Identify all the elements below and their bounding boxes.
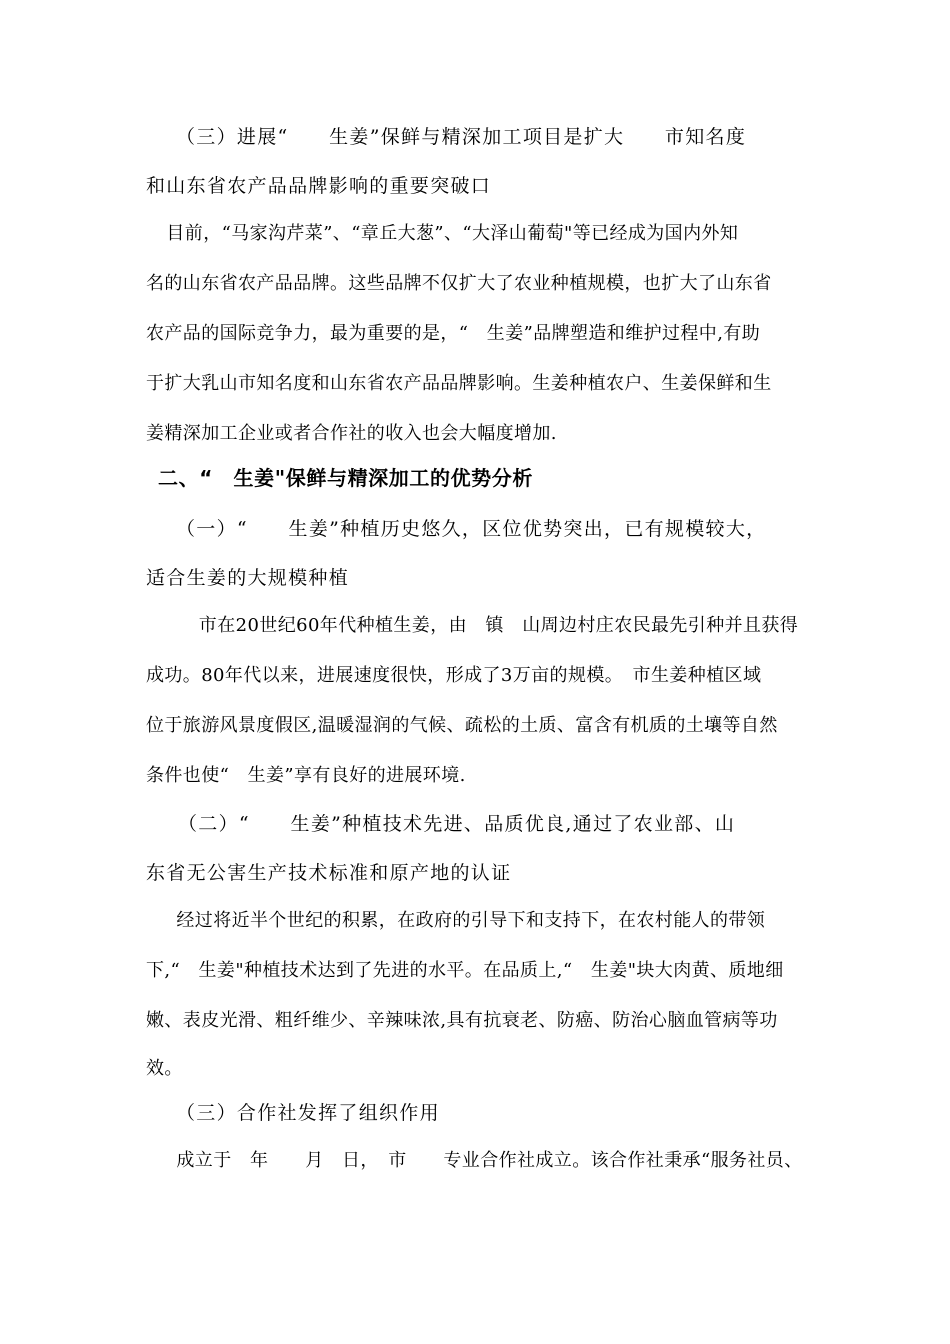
paragraph-1-line-3: 农产品的国际竞争力，最为重要的是，“ 生姜”品牌塑造和维护过程中,有助 xyxy=(146,323,761,344)
paragraph-1-line-1: 目前，“马家沟芹菜”、“章丘大葱”、“大泽山葡萄"等已经成为国内外知 xyxy=(148,223,739,244)
subheading-2-line-2: 东省无公害生产技术标准和原产地的认证 xyxy=(146,862,512,884)
paragraph-2-line-3: 位于旅游风景度假区,温暖湿润的气候、疏松的土质、富含有机质的土壤等自然 xyxy=(146,715,778,736)
subheading-4-line-1: （三）合作社发挥了组织作用 xyxy=(176,1102,440,1124)
paragraph-3-line-1: 经过将近半个世纪的积累，在政府的引导下和支持下，在农村能人的带领 xyxy=(158,910,766,931)
paragraph-1-line-5: 姜精深加工企业或者合作社的收入也会大幅度增加. xyxy=(146,423,557,444)
subheading-2-line-1: （二）“ 生姜”种植技术先进、品质优良,通过了农业部、山 xyxy=(178,813,736,835)
paragraph-1-line-4: 于扩大乳山市知名度和山东省农产品品牌影响。生姜种植农户、生姜保鲜和生 xyxy=(146,373,772,394)
subheading-3-line-2: 和山东省农产品品牌影响的重要突破口 xyxy=(146,175,492,197)
paragraph-4-line-1: 成立于 年 月 日， 市 专业合作社成立。该合作社秉承“服务社员、 xyxy=(158,1150,803,1171)
paragraph-2-line-4: 条件也使“ 生姜”享有良好的进展环境. xyxy=(146,765,466,786)
subheading-3-line-1: （三）进展“ 生姜”保鲜与精深加工项目是扩大 市知名度 xyxy=(176,126,747,148)
paragraph-1-line-2: 名的山东省农产品品牌。这些品牌不仅扩大了农业种植规模，也扩大了山东省 xyxy=(146,273,772,294)
subheading-1-line-1: （一）“ 生姜”种植历史悠久，区位优势突出，已有规模较大， xyxy=(176,518,767,540)
section-heading-2: 二、“ 生姜"保鲜与精深加工的优势分析 xyxy=(158,466,533,490)
paragraph-3-line-2: 下,“ 生姜"种植技术达到了先进的水平。在品质上,“ 生姜"块大肉黄、质地细 xyxy=(146,960,784,981)
paragraph-2-line-1: 市在20世纪60年代种植生姜，由 镇 山周边村庄农民最先引种并且获得 xyxy=(162,615,799,636)
paragraph-2-line-2: 成功。80年代以来，进展速度很快，形成了3万亩的规模。 市生姜种植区域 xyxy=(146,665,762,686)
paragraph-3-line-3: 嫩、表皮光滑、粗纤维少、辛辣味浓,具有抗衰老、防癌、防治心脑血管病等功 xyxy=(146,1010,778,1031)
subheading-1-line-2: 适合生姜的大规模种植 xyxy=(146,567,350,589)
paragraph-3-line-4: 效。 xyxy=(146,1058,183,1079)
